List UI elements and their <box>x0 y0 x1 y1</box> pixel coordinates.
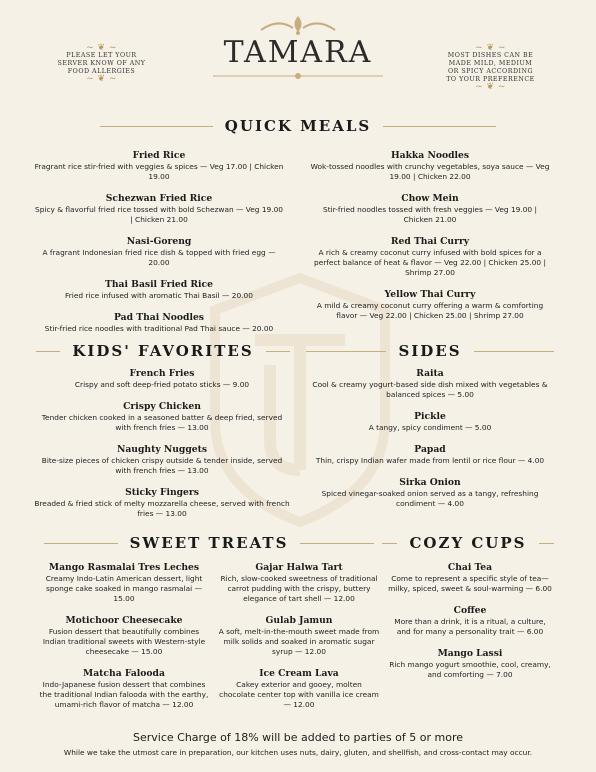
item-name: Chai Tea <box>447 562 493 573</box>
ornament-icon: ~ ❦ ~ <box>475 43 506 53</box>
item-description: A tangy, spicy condiment — 5.00 <box>368 423 492 432</box>
menu-item <box>34 312 284 334</box>
item-name: Mango Rasmalai Tres Leches <box>48 562 200 573</box>
menu-item <box>218 562 380 604</box>
item-name: Sirka Onion <box>399 477 461 488</box>
menu-item <box>310 289 550 321</box>
ornament-icon: ~ ❦ ~ <box>475 82 506 92</box>
menu-item <box>34 444 290 476</box>
quick-meals-title: QUICK MEALS <box>224 117 372 135</box>
sweet-treats-left-column <box>38 562 210 721</box>
menu-item <box>388 648 552 680</box>
ornament-icon: ~ ❦ ~ <box>86 43 117 53</box>
item-description: Spicy & flavorful fried rice tossed with bold Schezwan — Veg 19.00 | Chicken 21.00 <box>35 205 283 224</box>
restaurant-name: TAMARA <box>223 35 373 70</box>
item-description: Cool & creamy yogurt-based side dish mixed with vegetables & balanced spices — 5.00 <box>312 380 548 399</box>
item-description: Wok-tossed noodles with crunchy vegetables, soya sauce — Veg 19.00 | Chicken 22.00 <box>310 162 550 181</box>
brand-header <box>200 14 396 80</box>
item-name: Naughty Nuggets <box>116 444 208 455</box>
item-description: Indo-Japanese fusion dessert that combines the traditional Indian falooda with the earthy, umami-rich flavor of matcha — 12.00 <box>39 680 209 709</box>
menu-item <box>34 401 290 433</box>
item-description: Creamy Indo-Latin American dessert, light sponge cake soaked in mango rasmalai — 15.00 <box>45 574 203 603</box>
item-name: Pad Thai Noodles <box>114 312 204 323</box>
item-name: Ice Cream Lava <box>259 668 339 679</box>
menu-item <box>34 193 284 225</box>
cozy-cups-header <box>382 534 554 552</box>
menu-item <box>218 668 380 710</box>
crest-ornament-icon <box>253 14 343 36</box>
kids-favorites-column <box>34 368 290 530</box>
item-name: Hakka Noodles <box>390 150 470 161</box>
menu-item <box>34 279 284 301</box>
item-description: A soft, melt-in-the-mouth sweet made from milk solids and soaked in aromatic sugar syrup — 12.00 <box>218 627 380 656</box>
item-description: A fragrant Indonesian fried rice dish & topped with fried egg — 20.00 <box>42 248 276 267</box>
item-description: Come to represent a specific style of tea—milky, spiced, sweet & soul-warming — 6.00 <box>388 574 552 593</box>
item-description: A rich & creamy coconut curry infused with bold spices for a perfect balance of heat & flavor — Veg 22.00 | Chicken 25.00 | Shrimp 27.00 <box>314 248 546 277</box>
menu-item <box>34 487 290 519</box>
menu-item <box>310 193 550 225</box>
menu-item <box>310 150 550 182</box>
menu-item <box>306 411 554 433</box>
item-description: Rich, slow-cooked sweetness of traditional carrot pudding with the crispy, buttery elegance of tart shell — 12.00 <box>220 574 378 603</box>
menu-item <box>34 150 284 182</box>
item-name: Mango Lassi <box>437 648 503 659</box>
quick-meals-left-column <box>34 150 284 345</box>
allergy-note <box>54 45 149 83</box>
menu-item <box>388 605 552 637</box>
menu-item <box>306 368 554 400</box>
item-description: Tender chicken cooked in a seasoned batter & deep fried, served with french fries — 13.00 <box>41 413 283 432</box>
sides-column <box>306 368 554 520</box>
item-description: A mild & creamy coconut curry offering a warm & comforting flavor — Veg 22.00 | Chicken 25.00 | Shrimp 27.00 <box>316 301 544 320</box>
sweet-treats-header <box>44 534 374 552</box>
spice-note <box>443 45 538 91</box>
item-name: Red Thai Curry <box>390 236 470 247</box>
item-description: Cakey exterior and gooey, molten chocolate center top with vanilla ice cream — 12.00 <box>219 680 379 709</box>
sweet-treats-title: SWEET TREATS <box>129 534 289 552</box>
menu-item <box>218 615 380 657</box>
item-name: Papad <box>414 444 446 455</box>
menu-item <box>388 562 552 594</box>
item-description: Stir-fried noodles tossed with fresh veggies — Veg 19.00 | Chicken 21.00 <box>323 205 537 224</box>
item-description: Thin, crispy Indian wafer made from lentil or rice flour — 4.00 <box>315 456 545 465</box>
sides-title: SIDES <box>398 342 462 360</box>
item-name: Sticky Fingers <box>125 487 199 498</box>
item-name: Yellow Thai Curry <box>384 289 476 300</box>
item-name: Matcha Falooda <box>83 668 165 679</box>
item-name: Nasi-Goreng <box>126 236 192 247</box>
item-name: Thai Basil Fried Rice <box>105 279 213 290</box>
menu-item <box>38 668 210 710</box>
item-description: Crispy and soft deep-fried potato sticks — 9.00 <box>74 380 250 389</box>
kids-favorites-header <box>36 342 290 360</box>
item-description: Stir-fried rice noodles with traditional Pad Thai sauce — 20.00 <box>44 324 274 333</box>
item-name: French Fries <box>129 368 195 379</box>
item-name: Motichoor Cheesecake <box>65 615 183 626</box>
sides-header <box>306 342 554 360</box>
allergy-note-text: PLEASE LET YOUR SERVER KNOW OF ANY FOOD ALLERGIES <box>57 52 146 75</box>
item-name: Schezwan Fried Rice <box>105 193 213 204</box>
quick-meals-right-column <box>310 150 550 332</box>
item-description: Fragrant rice stir-fried with veggies & spices — Veg 17.00 | Chicken 19.00 <box>34 162 284 181</box>
item-name: Gulab Jamun <box>265 615 333 626</box>
item-description: Bite-size pieces of chicken crispy outside & tender inside, served with french fries — 13.00 <box>41 456 283 475</box>
kids-favorites-title: KIDS' FAVORITES <box>72 342 254 360</box>
menu-item <box>34 236 284 268</box>
menu-item <box>306 444 554 466</box>
item-name: Pickle <box>414 411 446 422</box>
spice-note-text: MOST DISHES CAN BE MADE MILD, MEDIUM OR SPICY ACCORDING TO YOUR PREFERENCE <box>446 52 535 83</box>
item-name: Raita <box>416 368 444 379</box>
ornament-icon: ~ ❦ ~ <box>86 74 117 84</box>
menu-item <box>310 236 550 278</box>
menu-item <box>38 615 210 657</box>
item-description: Rich mango yogurt smoothie, cool, creamy, and comforting — 7.00 <box>389 660 551 679</box>
service-charge-note: Service Charge of 18% will be added to parties of 5 or more <box>132 731 463 744</box>
item-name: Fried Rice <box>132 150 186 161</box>
cozy-cups-column <box>388 562 552 691</box>
item-name: Gajar Halwa Tart <box>255 562 343 573</box>
sweet-treats-right-column <box>218 562 380 721</box>
menu-item <box>34 368 290 390</box>
quick-meals-header <box>100 117 496 135</box>
item-description: More than a drink, it is a ritual, a culture, and for many a personality trait — 6.00 <box>394 617 546 636</box>
item-name: Crispy Chicken <box>123 401 201 412</box>
menu-item <box>38 562 210 604</box>
item-description: Fried rice infused with aromatic Thai Basil — 20.00 <box>65 291 253 300</box>
item-description: Spiced vinegar-soaked onion served as a tangy, refreshing condiment — 4.00 <box>321 489 539 508</box>
kitchen-allergen-note: While we take the utmost care in preparation, our kitchen uses nuts, dairy, gluten, and shellfish, and cross-contact may occur. <box>63 748 533 757</box>
item-description: Fusion dessert that beautifully combines Indian traditional sweets with Western-style cheesecake — 15.00 <box>42 627 206 656</box>
cozy-cups-title: COZY CUPS <box>409 534 527 552</box>
item-name: Coffee <box>453 605 487 616</box>
item-name: Chow Mein <box>401 193 459 204</box>
divider-ornament-icon <box>213 72 383 80</box>
menu-item <box>306 477 554 509</box>
item-description: Breaded & fried stick of melty mozzarella cheese, served with french fries — 13.00 <box>34 499 290 518</box>
